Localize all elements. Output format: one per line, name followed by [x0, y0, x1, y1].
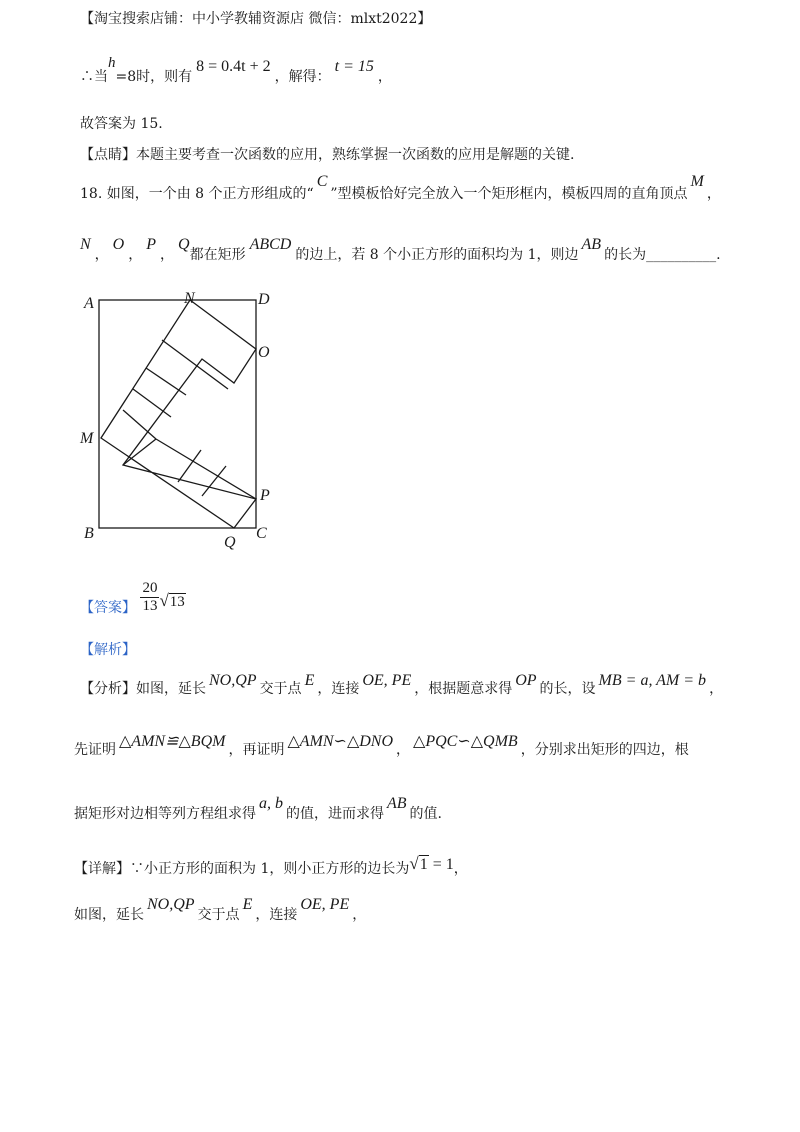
detail-line-2 [74, 896, 367, 924]
label-d: D [258, 291, 270, 308]
text: ∵小正方形的面积为 1，则小正方形的边长为 [130, 861, 410, 877]
label-o: O [258, 344, 270, 361]
text: ，再证明 [228, 742, 285, 758]
label-m: M [80, 430, 94, 447]
math-oe-pe: OE, PE [300, 896, 350, 913]
label-p: P [260, 487, 270, 504]
numerator: 20 [142, 580, 158, 596]
text: ，分别求出矩形的四边，根 [520, 742, 689, 758]
answer-tag: 【答案】 [80, 599, 136, 616]
rect-abcd: ABCD [249, 236, 292, 253]
letter-o: O [112, 236, 125, 253]
comma: ， [160, 247, 175, 263]
text: 先证明 [74, 742, 116, 758]
c-shape-template [101, 300, 256, 528]
xiangjie-tag: 【详解】 [74, 861, 130, 877]
answer-line [80, 580, 186, 615]
math-similar-1: △AMN∽△DNO [287, 733, 394, 750]
math-ab: AB [387, 795, 407, 812]
text: 如图，延长 [74, 907, 144, 923]
line1-end: ， [377, 69, 392, 85]
grid-line [202, 466, 226, 496]
detail-line-1 [74, 854, 468, 878]
text: 如图，延长 [136, 681, 206, 697]
sqrt-icon: √ [159, 590, 169, 610]
text: 的长，设 [539, 681, 596, 697]
sqrt-radicand: 1 [419, 856, 428, 873]
line1-mid1: =8时，则有 [115, 69, 193, 85]
geometry-figure [78, 286, 278, 558]
text: 交于点 [259, 681, 302, 697]
equation: 8 = 0.4t + 2 [196, 58, 271, 75]
letter-p: P [146, 236, 157, 253]
solution: t = 15 [334, 58, 374, 75]
page-header: 【淘宝搜索店铺：中小学教辅资源店 微信：mlxt2022】 [80, 11, 432, 27]
q18-text-e: 的长为__________. [604, 247, 721, 263]
grid-line [146, 368, 186, 395]
q18-text-c: 都在矩形 [189, 247, 246, 263]
text: 交于点 [197, 907, 240, 923]
q18-text-b: ”型模板恰好完全放入一个矩形框内，模板四周的直角顶点 [330, 186, 688, 202]
math-similar-2: △PQC∽△QMB [413, 733, 518, 750]
text: ，连接 [255, 907, 298, 923]
grid-line [133, 389, 171, 417]
rectangle-abcd [99, 300, 256, 528]
sqrt-result: = 1 [428, 856, 454, 873]
key-point: 【点睛】本题主要考查一次函数的应用，熟练掌握一次函数的应用是解题的关键. [80, 147, 575, 163]
question-18-line-1 [80, 173, 721, 203]
math-a-b: a, b [259, 795, 283, 812]
side-ab: AB [581, 236, 602, 253]
math-e: E [242, 896, 253, 913]
label-b: B [84, 525, 94, 542]
q18-text-a: 18. 如图，一个由 8 个正方形组成的“ [80, 186, 314, 202]
line-1 [80, 55, 392, 86]
text: 的值. [409, 806, 442, 822]
letter-c: C [316, 173, 328, 190]
text: ，连接 [317, 681, 360, 697]
text: ， [396, 742, 411, 758]
math-oe-pe: OE, PE [362, 672, 412, 689]
analysis-line-2 [74, 733, 689, 759]
math-e: E [304, 672, 315, 689]
text: ， [709, 681, 724, 697]
grid-line [123, 410, 156, 439]
q18-text-d: 的边上，若 8 个小正方形的面积均为 1，则边 [295, 247, 579, 263]
grid-line [162, 340, 228, 389]
letter-q: Q [178, 236, 190, 253]
label-n: N [184, 290, 195, 307]
line1-prefix: ∴当 [80, 69, 108, 85]
text: ，根据题意求得 [414, 681, 513, 697]
math-op: OP [515, 672, 537, 689]
q18-text-end: ， [706, 186, 721, 202]
analysis-line-3 [74, 795, 442, 823]
answer-statement: 故答案为 15. [80, 116, 163, 132]
text: ， [453, 861, 468, 877]
text: 据矩形对边相等列方程组求得 [74, 806, 256, 822]
math-congruent: △AMN≌△BQM [119, 733, 226, 750]
fenxi-tag: 【分析】 [80, 681, 136, 697]
math-mb-am: MB = a, AM = b [598, 672, 707, 689]
line1-mid2: ，解得： [274, 69, 331, 85]
letter-n: N [80, 236, 91, 253]
letter-m: M [690, 173, 704, 190]
math-no-qp: NO,QP [147, 896, 195, 913]
answer-fraction [140, 580, 159, 615]
radicand: 13 [169, 593, 185, 610]
text: 的值，进而求得 [286, 806, 384, 822]
label-c: C [256, 525, 267, 542]
label-a: A [84, 295, 94, 312]
comma: ， [128, 247, 143, 263]
text: ， [352, 907, 367, 923]
sqrt-icon: √ [409, 854, 419, 873]
var-h: h [108, 55, 116, 71]
denominator: 13 [142, 598, 158, 614]
analysis-line-1 [80, 672, 724, 698]
grid-line [123, 340, 162, 465]
question-18-line-2 [80, 236, 721, 264]
label-q: Q [224, 534, 236, 551]
math-no-qp: NO,QP [209, 672, 257, 689]
comma: ， [94, 247, 109, 263]
analysis-tag: 【解析】 [80, 642, 136, 658]
